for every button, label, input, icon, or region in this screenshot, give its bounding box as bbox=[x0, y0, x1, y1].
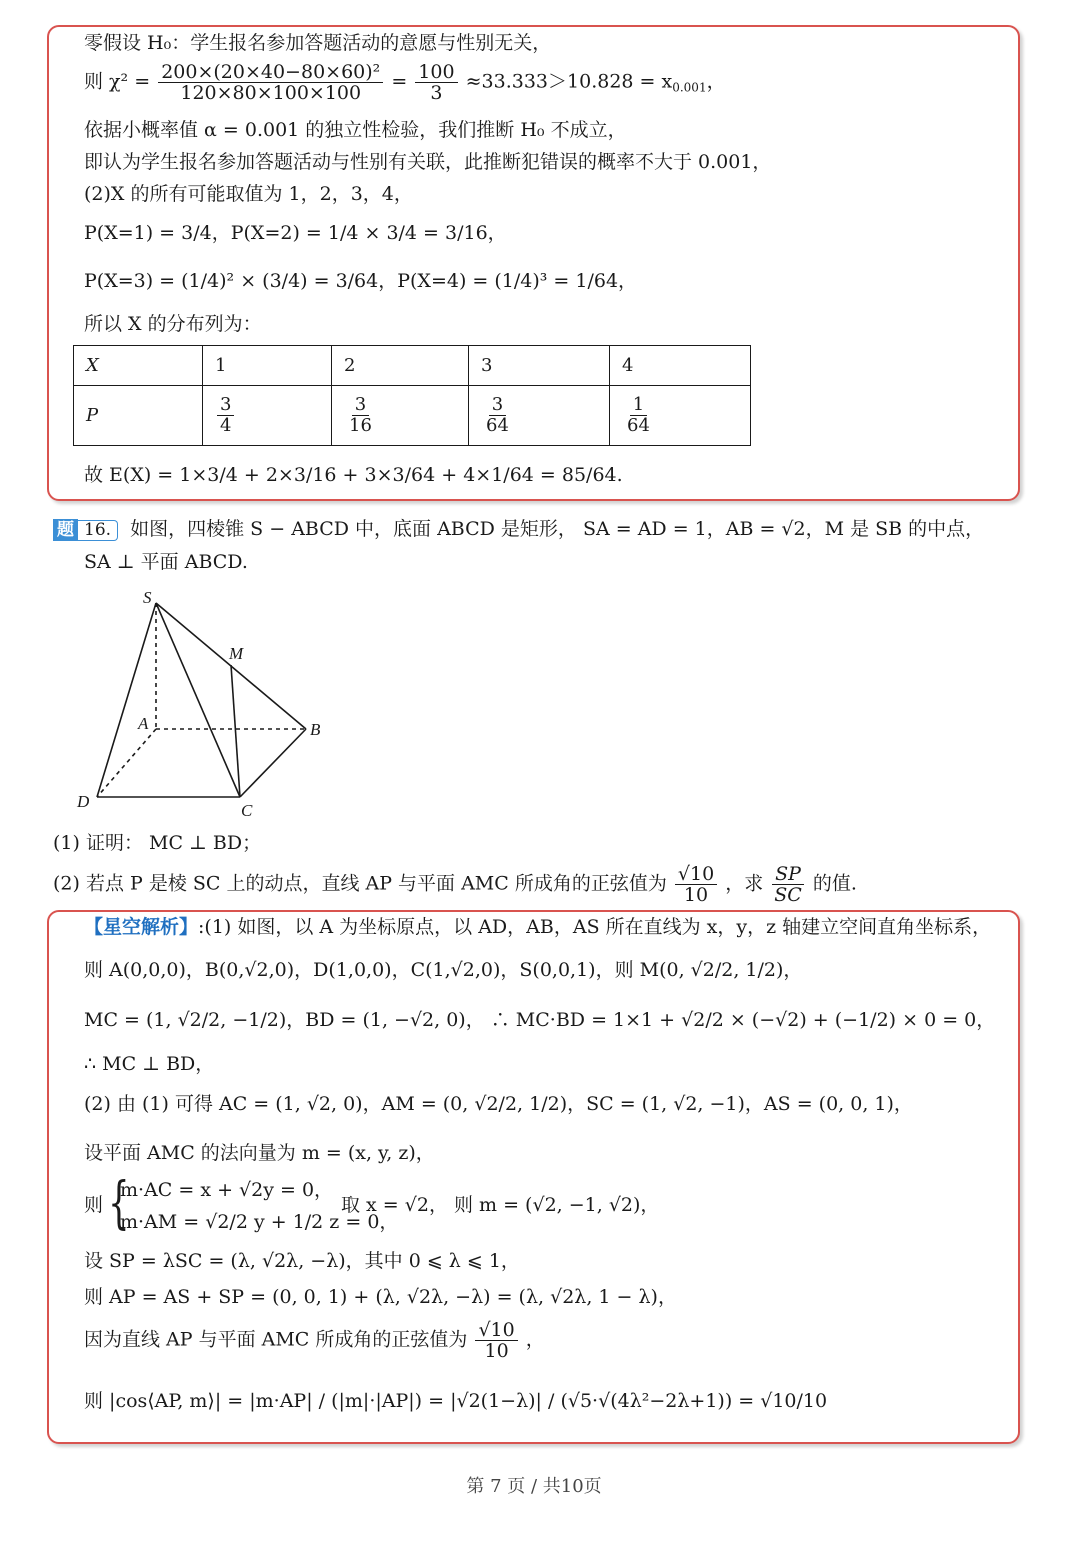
solution2-system-label: 则 bbox=[84, 1194, 104, 1216]
distribution-table bbox=[73, 345, 751, 446]
table-header-cell: X bbox=[74, 346, 203, 386]
solution2-coordinates: 则 A(0,0,0)，B(0,√2,0)，D(1,0,0)，C(1,√2,0)，S(0,0,1)，则 M(0, √2/2, 1/2)， bbox=[84, 959, 803, 981]
solution2-sp-vector: 设 SP = λSC = (λ, √2λ, −λ)，其中 0 ⩽ λ ⩽ 1， bbox=[84, 1250, 520, 1272]
solution2-ap-vector: 则 AP = AS + SP = (0, 0, 1) + (λ, √2λ, −λ) = (λ, √2λ, 1 − λ)， bbox=[84, 1286, 677, 1308]
system-brace: { bbox=[108, 1171, 130, 1236]
vertex-label-m: M bbox=[229, 644, 244, 663]
solution1-probabilities-2: P(X=3) = (1/4)² × (3/4) = 3/64，P(X=4) = (1/4)³ = 1/64， bbox=[84, 270, 638, 292]
solution1-chi-square: 则 χ² = $\frac{\text{200×(20×40−80×60)²}}{120\times 80\times 100\times 100}$ = $\frac{100}{3}$ $\approx 33.333>10.828 = x_{0.001}$， bbox=[84, 61, 726, 104]
table-header-cell: 4 bbox=[610, 346, 751, 386]
solution1-line-8: 所以 X 的分布列为： bbox=[84, 313, 262, 335]
table-header-cell: 1 bbox=[203, 346, 332, 386]
solution1-line-4: 即认为学生报名参加答题活动与性别有关联，此推断犯错误的概率不大于 0.001， bbox=[84, 151, 772, 173]
problem-statement-line-2: SA ⊥ 平面 ABCD. bbox=[84, 551, 248, 573]
solution2-cosine-equation: 则 |cos⟨AP, m⟩| = |m·AP| / (|m|·|AP|) = |√2(1−λ)| / (√5·√(4λ²−2λ+1)) = √10/10 bbox=[84, 1390, 828, 1412]
solution1-probabilities-1: P(X=1) = 3/4，P(X=2) = 1/4 × 3/4 = 3/16， bbox=[84, 222, 507, 244]
question-2: (2) 若点 P 是棱 SC 上的动点，直线 AP 与平面 AMC 所成角的正弦值为 $\frac{√10}{10}$ ，求 $\frac{SP}{SC}$ 的值. bbox=[53, 863, 857, 906]
solution2-line-1: 【星空解析】:(1) 如图，以 A 为坐标原点，以 AD，AB，AS 所在直线为 x，y，z 轴建立空间直角坐标系， bbox=[84, 916, 992, 938]
table-row bbox=[74, 346, 751, 386]
solution2-system-eq1: m·AC = x + √2y = 0， bbox=[120, 1179, 334, 1201]
table-cell: $\frac{3}{16}$ bbox=[332, 386, 469, 446]
table-header-cell: 2 bbox=[332, 346, 469, 386]
solution2-sine-condition: 因为直线 AP 与平面 AMC 所成角的正弦值为 $\frac{√10}{10}$ ， bbox=[84, 1319, 545, 1362]
solution2-line-4: ∴ MC ⊥ BD， bbox=[84, 1053, 215, 1075]
solution1-expectation: 故 E(X) = 1×3/4 + 2×3/16 + 3×3/64 + 4×1/64 = 85/64. bbox=[84, 464, 623, 486]
solution2-vectors-mc-bd: MC = (1, √2/2, −1/2)，BD = (1, −√2, 0)， ∴ MC·BD = 1×1 + √2/2 × (−√2) + (−1/2) × 0 = 0， bbox=[84, 1009, 996, 1031]
vertex-label-d: D bbox=[77, 792, 90, 811]
solution1-line-1: 零假设 H₀：学生报名参加答题活动的意愿与性别无关， bbox=[84, 32, 552, 54]
question-1: (1) 证明： MC ⊥ BD； bbox=[53, 832, 262, 854]
solution2-normal-vector: 设平面 AMC 的法向量为 m = (x, y, z)， bbox=[84, 1142, 435, 1164]
table-row-label: P bbox=[74, 386, 203, 446]
problem-statement-line-1: 题 16. 如图，四棱锥 S − ABCD 中，底面 ABCD 是矩形， SA = AD = 1，AB = √2，M 是 SB 的中点， bbox=[53, 516, 984, 542]
pyramid-figure bbox=[70, 583, 340, 823]
table-row bbox=[74, 386, 751, 446]
solution2-system-eq2: m·AM = √2/2 y + 1/2 z = 0， bbox=[120, 1211, 399, 1233]
table-header-cell: 3 bbox=[469, 346, 610, 386]
problem-tag: 题 bbox=[53, 519, 78, 541]
solution2-vectors-part2: (2) 由 (1) 可得 AC = (1, √2, 0)，AM = (0, √2/2, 1/2)，SC = (1, √2, −1)，AS = (0, 0, 1)， bbox=[84, 1093, 913, 1115]
table-cell: $\frac{3}{4}$ bbox=[203, 386, 332, 446]
solution1-line-3: 依据小概率值 α = 0.001 的独立性检验，我们推断 H₀ 不成立， bbox=[84, 119, 627, 141]
vertex-label-c: C bbox=[241, 801, 253, 820]
page-footer: 第 7 页 / 共10页 bbox=[466, 1476, 602, 1497]
vertex-label-a: A bbox=[138, 714, 149, 733]
solution2-normal-choice: 取 x = √2， 则 m = (√2, −1, √2)， bbox=[341, 1194, 660, 1216]
table-cell: $\frac{3}{64}$ bbox=[469, 386, 610, 446]
problem-number: 16. bbox=[78, 520, 118, 541]
table-cell: $\frac{1}{64}$ bbox=[610, 386, 751, 446]
analysis-label: 【星空解析】 bbox=[84, 916, 199, 938]
vertex-label-b: B bbox=[310, 720, 321, 739]
solution1-line-5: (2)X 的所有可能取值为 1，2，3，4， bbox=[84, 183, 413, 205]
vertex-label-s: S bbox=[143, 588, 152, 607]
